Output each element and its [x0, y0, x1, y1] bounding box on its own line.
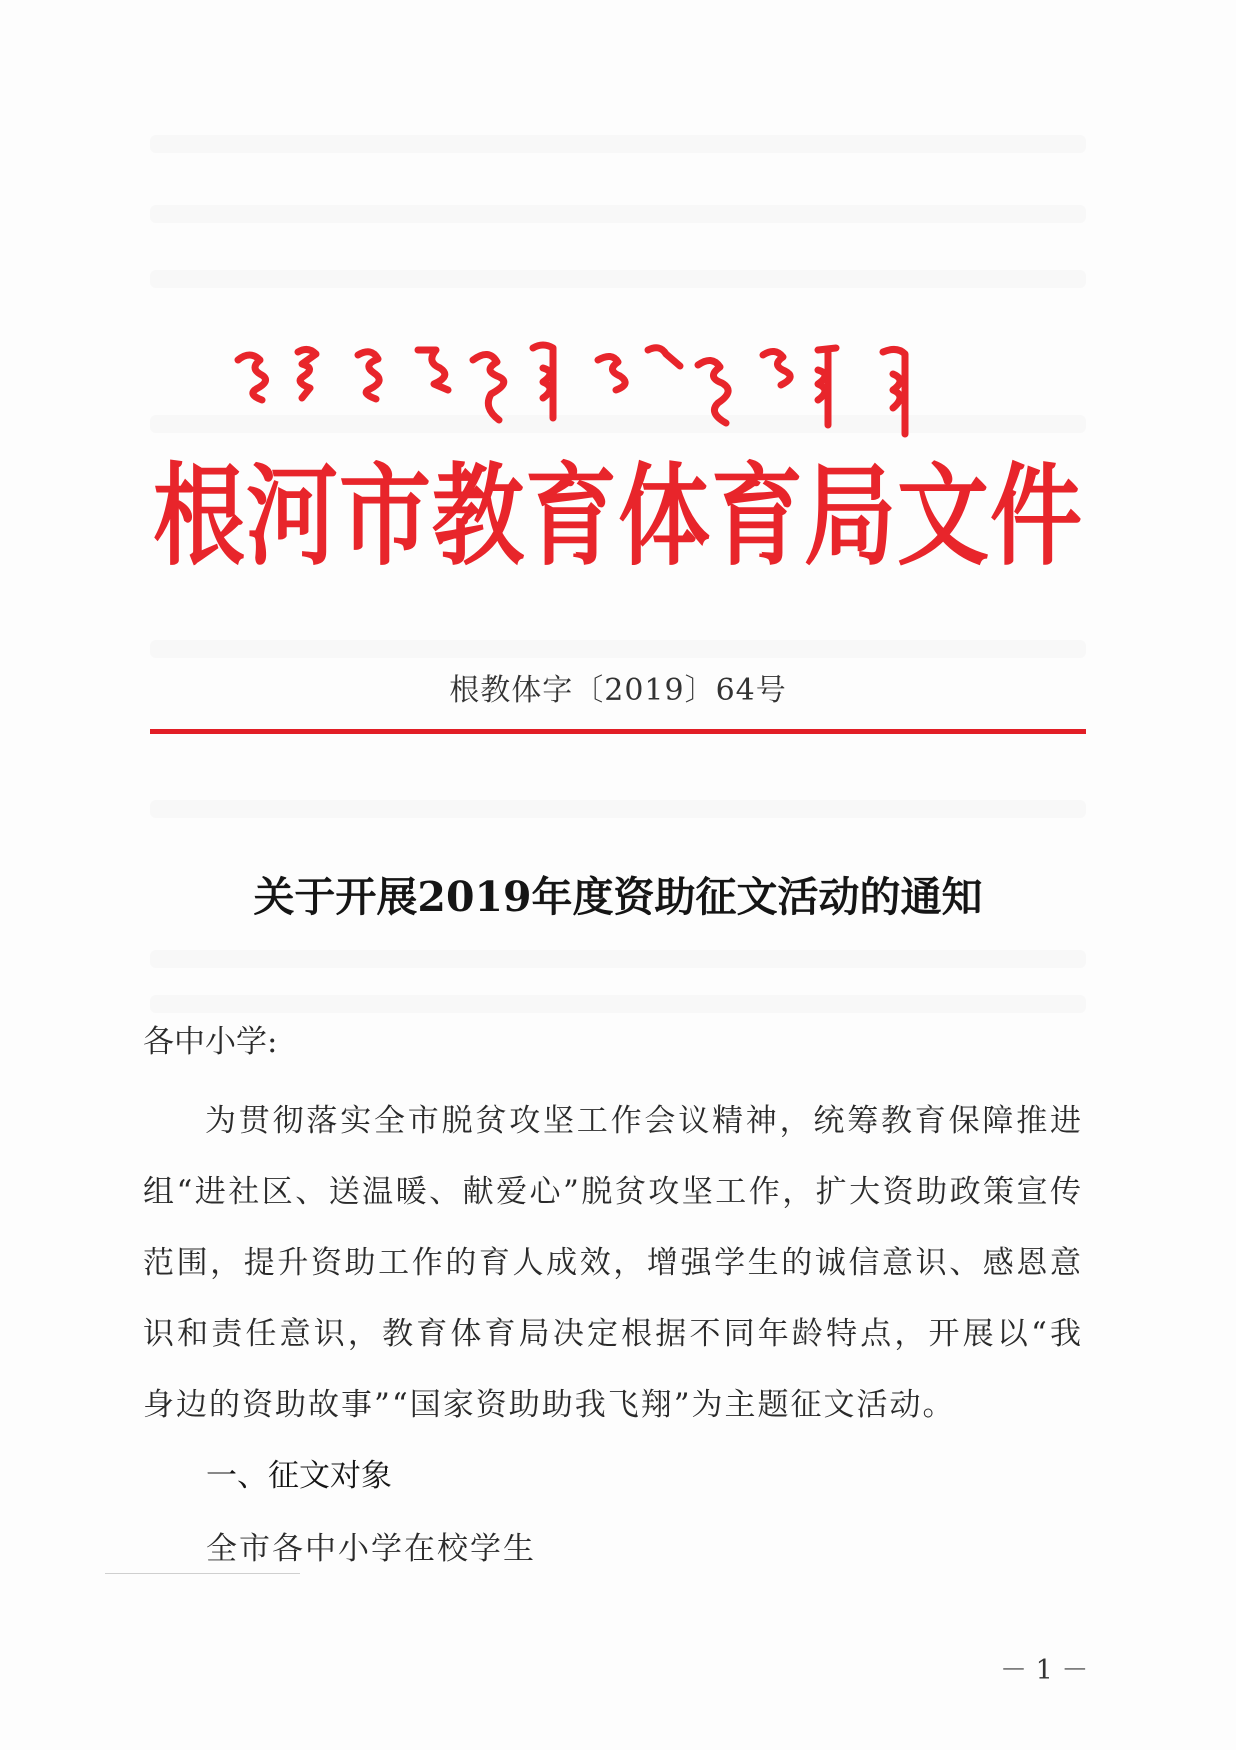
salutation: 各中小学:: [143, 1024, 278, 1060]
body-paragraph: 为贯彻落实全市脱贫攻坚工作会议精神，统筹教育保障推进组“进社区、送温暖、献爱心”脱贫攻坚工作，扩大资助政策宣传范围，提升资助工作的育人成效，增强学生的诚信意识、感恩意识和责任意识，教育体育局决定根据不同年龄特点，开展以“我身边的资助故事”“国家资助助我飞翔”为主题征文活动。: [143, 1103, 1083, 1423]
show-through-line: [150, 640, 1086, 658]
show-through-line: [150, 950, 1086, 968]
mongolian-script-glyphs: [228, 330, 1018, 450]
notice-title: 关于开展2019年度资助征文活动的通知: [253, 873, 983, 921]
footnote-divider: [105, 1573, 300, 1574]
show-through-line: [150, 135, 1086, 153]
show-through-line: [150, 995, 1086, 1013]
show-through-line: [150, 205, 1086, 223]
document-number: 根教体字〔2019〕64号: [449, 673, 787, 708]
mongolian-script-header: [228, 330, 1018, 450]
issuing-authority-title: 根河市教育体育局文件: [152, 452, 1083, 581]
red-divider-line: [150, 729, 1086, 734]
show-through-line: [150, 800, 1086, 818]
page-number: － 1 －: [1000, 1655, 1089, 1686]
show-through-line: [150, 270, 1086, 288]
section-text: 全市各中小学在校学生: [206, 1531, 536, 1567]
section-heading: 一、征文对象: [206, 1458, 392, 1494]
